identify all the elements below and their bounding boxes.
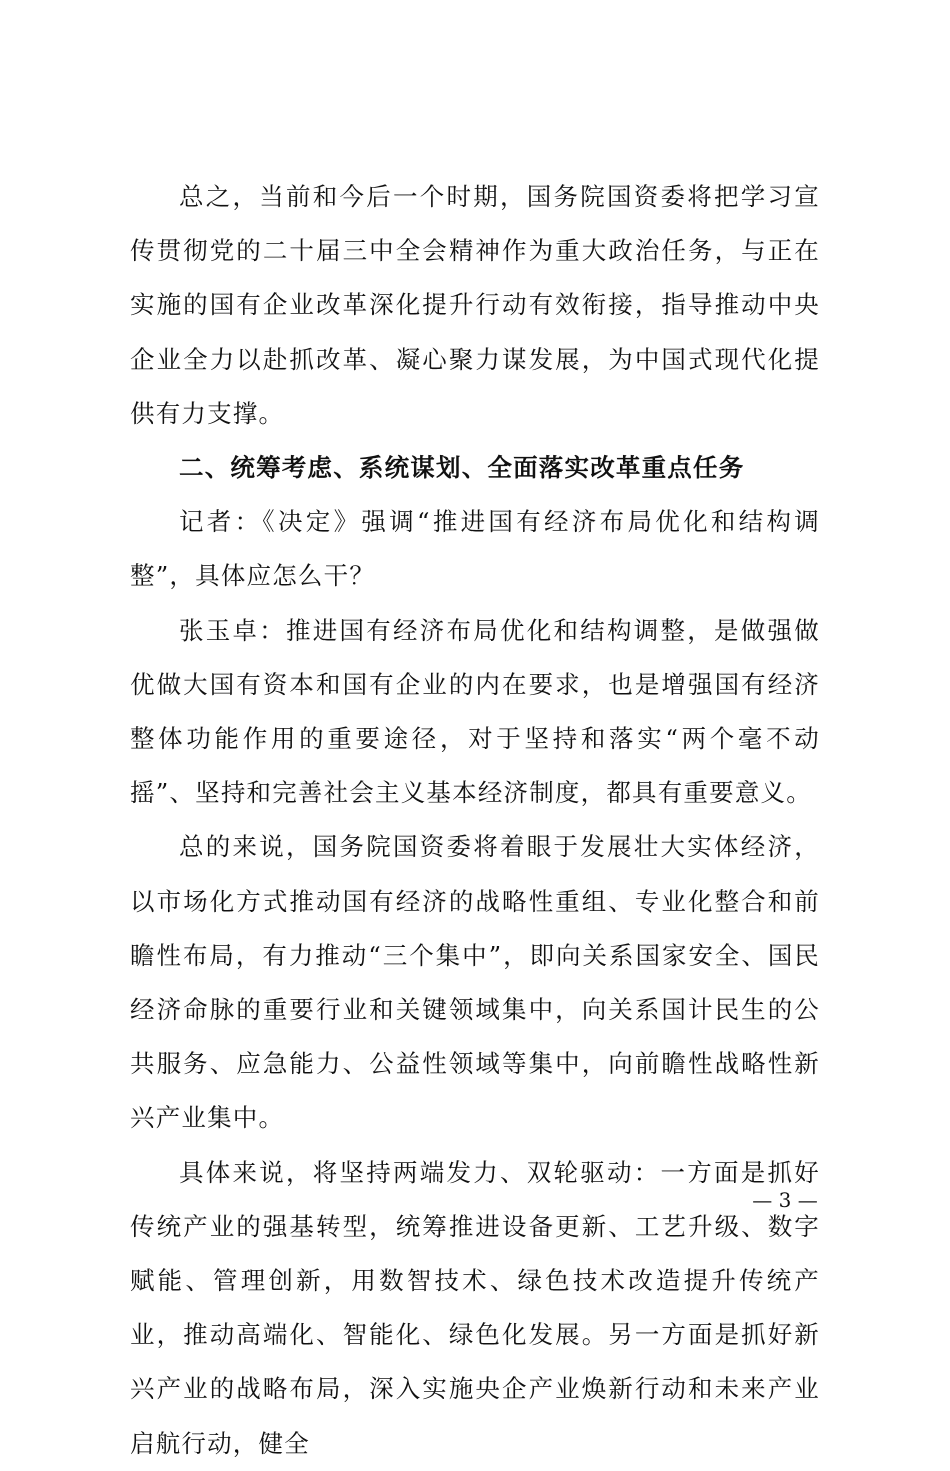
answer-paragraph-3: 具体来说，将坚持两端发力、双轮驱动：一方面是抓好传统产业的强基转型，统筹推进设备更新、工艺升级、数字赋能、管理创新，用数智技术、绿色技术改造提升传统产业，推动高端化、智能化、绿色化发展。另一方面是抓好新兴产业的战略布局，深入实施央企产业焕新行动和未来产业启航行动，健全 bbox=[130, 1157, 820, 1458]
page-number: — 3 — bbox=[752, 1188, 818, 1212]
answer-paragraph-1: 张玉卓：推进国有经济布局优化和结构调整，是做强做优做大国有资本和国有企业的内在要求，也是增强国有经济整体功能作用的重要途径，对于坚持和落实“两个毫不动摇”、坚持和完善社会主义基本经济制度，都具有重要意义。 bbox=[130, 615, 820, 808]
question-paragraph: 记者：《决定》强调“推进国有经济布局优化和结构调整”，具体应怎么干？ bbox=[130, 507, 820, 591]
paragraph-summary: 总之，当前和今后一个时期，国务院国资委将把学习宣传贯彻党的二十届三中全会精神作为重大政治任务，与正在实施的国有企业改革深化提升行动有效衔接，指导推动中央企业全力以赴抓改革、凝心聚力谋发展，为中国式现代化提供有力支撑。 bbox=[130, 182, 820, 428]
document-body bbox=[130, 170, 820, 1471]
answer-paragraph-2: 总的来说，国务院国资委将着眼于发展壮大实体经济，以市场化方式推动国有经济的战略性重组、专业化整合和前瞻性布局，有力推动“三个集中”，即向关系国家安全、国民经济命脉的重要行业和关键领域集中，向关系国计民生的公共服务、应急能力、公益性领域等集中，向前瞻性战略性新兴产业集中。 bbox=[130, 832, 820, 1133]
section-heading: 二、统筹考虑、系统谋划、全面落实改革重点任务 bbox=[179, 453, 745, 483]
